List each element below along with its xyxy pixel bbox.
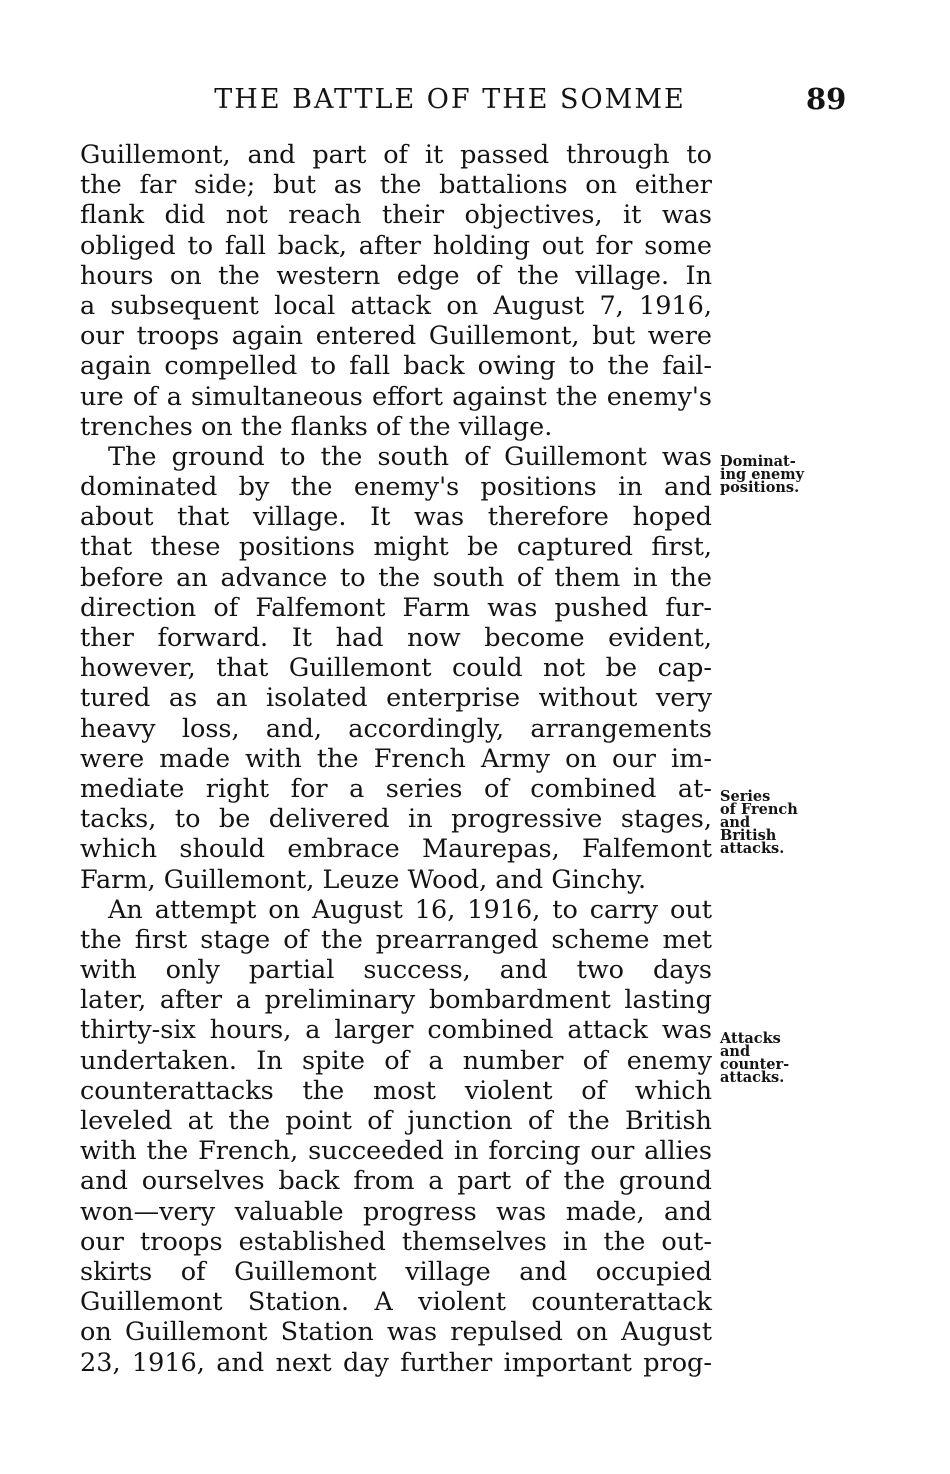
text-line: again compelled to fall back owing to the fail- bbox=[80, 351, 712, 382]
text-line: heavy loss, and, accordingly, arrangements bbox=[80, 713, 712, 744]
text-line: flank did not reach their objectives, it was bbox=[80, 200, 712, 231]
text-line: The ground to the south of Guillemont was bbox=[108, 441, 712, 472]
side-note-dominating-positions bbox=[720, 455, 804, 494]
text-line: undertaken. In spite of a number of enemy bbox=[80, 1045, 712, 1076]
text-line: counterattacks the most violent of which bbox=[80, 1075, 712, 1106]
text-line: ure of a simultaneous effort against the enemy's bbox=[80, 381, 712, 412]
side-note-line: of French bbox=[720, 801, 798, 818]
side-note-series-attacks bbox=[720, 790, 798, 855]
side-note-line: Dominat- bbox=[720, 453, 796, 470]
side-note-line: ing enemy bbox=[720, 466, 804, 483]
text-line: hours on the western edge of the village. In bbox=[80, 260, 712, 291]
text-line: Farm, Guillemont, Leuze Wood, and Ginchy. bbox=[80, 864, 647, 895]
text-line: later, after a preliminary bombardment lasting bbox=[80, 985, 712, 1016]
text-line: before an advance to the south of them in the bbox=[80, 562, 712, 593]
side-note-line: and bbox=[720, 1043, 751, 1060]
text-line: and ourselves back from a part of the ground bbox=[80, 1166, 712, 1197]
side-note-line: British bbox=[720, 827, 777, 844]
text-line: 23, 1916, and next day further important prog- bbox=[80, 1347, 712, 1378]
text-line: with the French, succeeded in forcing our allies bbox=[80, 1136, 712, 1167]
text-line: with only partial success, and two days bbox=[80, 955, 712, 986]
side-note-counterattacks bbox=[720, 1032, 789, 1084]
text-line: a subsequent local attack on August 7, 1916, bbox=[80, 290, 712, 321]
paragraph bbox=[80, 442, 712, 895]
text-line: were made with the French Army on our im- bbox=[80, 743, 712, 774]
side-note-line: counter- bbox=[720, 1056, 790, 1073]
side-note-line: attacks. bbox=[720, 840, 785, 857]
text-line: however, that Guillemont could not be cap- bbox=[80, 653, 712, 684]
text-line: tacks, to be delivered in progressive stages, bbox=[80, 804, 712, 835]
side-note-line: and bbox=[720, 814, 751, 831]
text-line: the far side; but as the battalions on either bbox=[80, 170, 712, 201]
text-line: Guillemont, and part of it passed through to bbox=[80, 140, 712, 170]
text-line: won—very valuable progress was made, and bbox=[80, 1196, 712, 1227]
text-line: thirty-six hours, a larger combined attack was bbox=[80, 1015, 712, 1046]
text-line: An attempt on August 16, 1916, to carry out bbox=[108, 894, 712, 925]
body-text bbox=[80, 140, 712, 1378]
side-note-line: Series bbox=[720, 788, 771, 805]
side-note-line: positions. bbox=[720, 479, 800, 496]
text-line: mediate right for a series of combined at- bbox=[80, 773, 712, 804]
text-line: obliged to fall back, after holding out for some bbox=[80, 230, 712, 261]
text-line: ther forward. It had now become evident, bbox=[80, 623, 712, 653]
text-line: tured as an isolated enterprise without very bbox=[80, 683, 712, 714]
text-line: about that village. It was therefore hoped bbox=[80, 502, 712, 533]
text-line: skirts of Guillemont village and occupied bbox=[80, 1256, 712, 1287]
side-note-line: Attacks bbox=[720, 1030, 781, 1047]
text-line: our troops established themselves in the out- bbox=[80, 1226, 712, 1257]
side-note-line: attacks. bbox=[720, 1069, 785, 1086]
page-number: 89 bbox=[806, 82, 847, 116]
text-line: trenches on the flanks of the village. bbox=[80, 411, 553, 442]
text-line: direction of Falfemont Farm was pushed fur- bbox=[80, 592, 712, 623]
text-line: our troops again entered Guillemont, but were bbox=[80, 321, 712, 352]
paragraph bbox=[80, 895, 712, 1378]
text-line: the first stage of the prearranged scheme met bbox=[80, 924, 712, 955]
text-line: on Guillemont Station was repulsed on August bbox=[80, 1317, 712, 1348]
text-line: that these positions might be captured first, bbox=[80, 532, 712, 563]
text-line: Guillemont Station. A violent counterattack bbox=[80, 1287, 712, 1318]
text-line: which should embrace Maurepas, Falfemont bbox=[80, 834, 712, 865]
text-line: dominated by the enemy's positions in and bbox=[80, 472, 712, 503]
paragraph bbox=[80, 140, 712, 442]
running-title: THE BATTLE OF THE SOMME bbox=[214, 84, 686, 115]
text-line: leveled at the point of junction of the British bbox=[80, 1106, 712, 1136]
